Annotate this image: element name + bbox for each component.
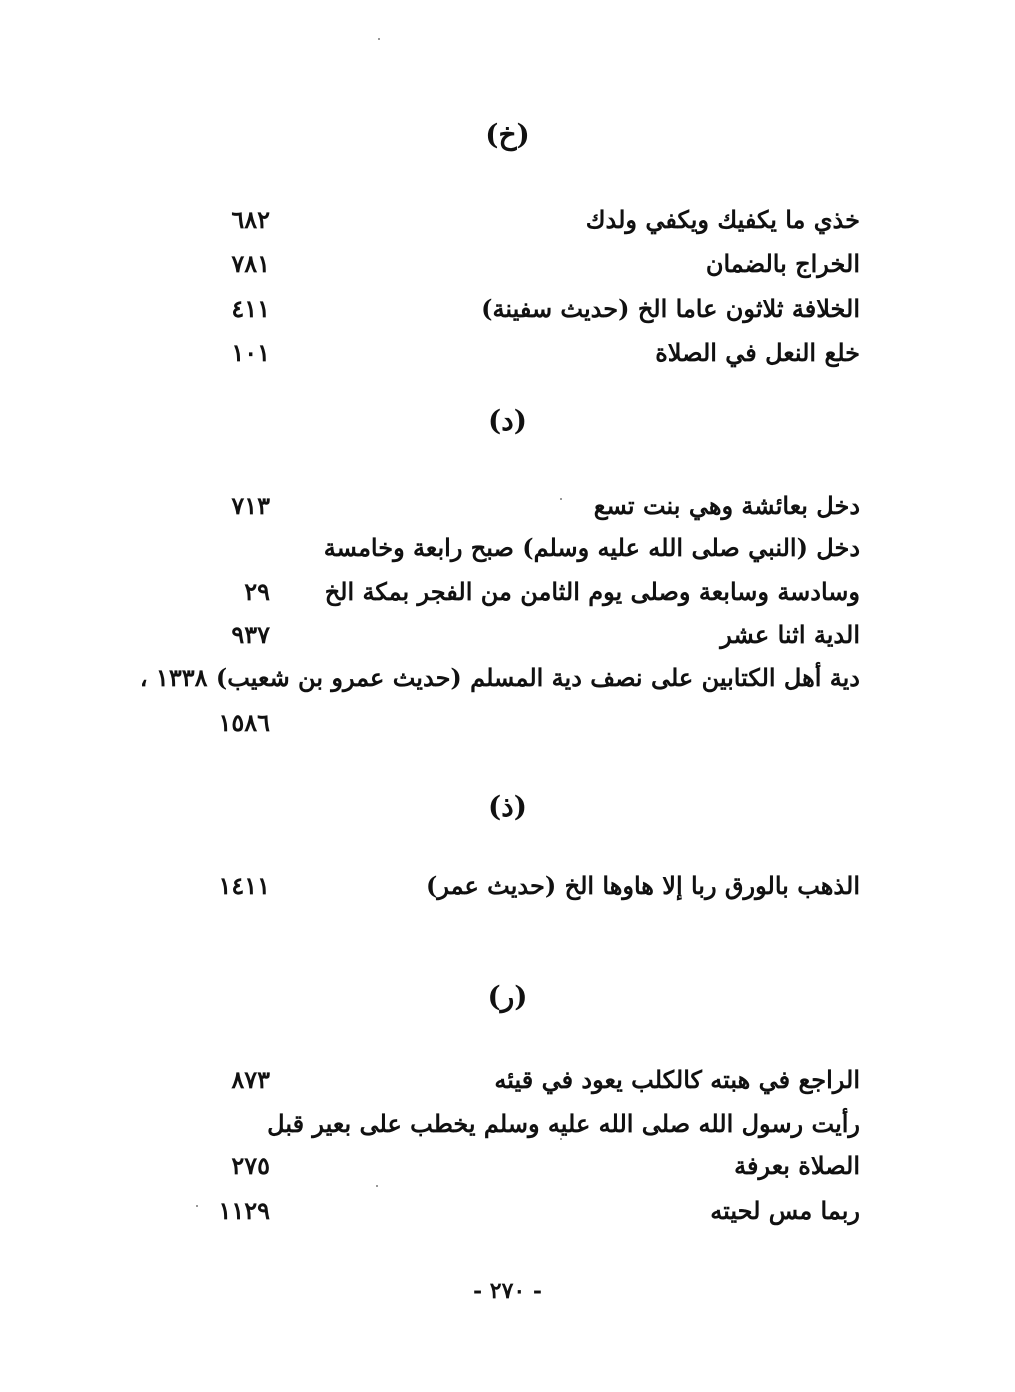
entry-text: خذي ما يكفيك ويكفي ولدك bbox=[585, 205, 860, 234]
entry-page-number: ٤١١ bbox=[231, 294, 270, 323]
section-heading-dal: (د) bbox=[488, 404, 527, 437]
entry-text: الذهب بالورق ربا إلا هاوها الخ (حديث عمر) bbox=[426, 871, 860, 900]
entry-text: دخل بعائشة وهي بنت تسع bbox=[593, 491, 860, 520]
entry-text: ربما مس لحيته bbox=[710, 1196, 860, 1225]
entry-text: دخل (النبي صلى الله عليه وسلم) صبح رابعة وخامسة bbox=[323, 533, 860, 562]
entry-page-number: ١١٢٩ bbox=[218, 1196, 270, 1225]
entry-page-number: ٦٨٢ bbox=[231, 205, 270, 234]
entry-text: الخراج بالضمان bbox=[705, 249, 860, 278]
page-number: - ٢٧٠ - bbox=[472, 1278, 543, 1304]
scan-speck bbox=[196, 1205, 198, 1207]
entry-text: رأيت رسول الله صلى الله عليه وسلم يخطب على بعير قبل bbox=[267, 1109, 860, 1138]
list-item bbox=[190, 335, 860, 371]
entry-text: الدية اثنا عشر bbox=[720, 620, 860, 649]
list-item bbox=[190, 1106, 860, 1142]
section-heading-ra: (ر) bbox=[487, 980, 528, 1013]
section-heading-kha: (خ) bbox=[485, 118, 530, 151]
list-item bbox=[190, 202, 860, 238]
entry-page-number: ٢٩ bbox=[244, 577, 270, 606]
entry-text: الصلاة بعرفة bbox=[734, 1151, 860, 1180]
entry-page-number: ١٥٨٦ bbox=[218, 708, 270, 737]
section-heading-dhal: (ذ) bbox=[488, 790, 527, 823]
list-item bbox=[190, 1062, 860, 1098]
entry-text: الخلافة ثلاثون عاما الخ (حديث سفينة) bbox=[481, 294, 860, 323]
list-item bbox=[190, 246, 860, 282]
scan-speck bbox=[560, 1138, 562, 1140]
entry-page-number: ١٠١ bbox=[231, 338, 270, 367]
entry-text: وسادسة وسابعة وصلى يوم الثامن من الفجر بمكة الخ bbox=[324, 577, 860, 606]
entry-page-number: ٧٨١ bbox=[231, 249, 270, 278]
list-item bbox=[190, 530, 860, 566]
entry-page-number: ٨٧٣ bbox=[231, 1065, 270, 1094]
entry-text: الراجع في هبته كالكلب يعود في قيئه bbox=[494, 1065, 860, 1094]
entry-text: دية أهل الكتابين على نصف دية المسلم (حديث عمرو بن شعيب) ١٣٣٨ ، bbox=[139, 663, 860, 692]
entry-page-number: ٩٣٧ bbox=[231, 620, 270, 649]
list-item bbox=[190, 488, 860, 524]
entry-text: خلع النعل في الصلاة bbox=[655, 338, 860, 367]
entry-page-number: ٢٧٥ bbox=[231, 1151, 270, 1180]
scan-speck bbox=[376, 1185, 378, 1187]
list-item bbox=[190, 1193, 860, 1229]
list-item bbox=[139, 660, 860, 696]
list-item bbox=[190, 705, 860, 741]
entry-page-number: ٧١٣ bbox=[231, 491, 270, 520]
scan-speck bbox=[560, 498, 562, 500]
list-item bbox=[190, 868, 860, 904]
list-item bbox=[190, 291, 860, 327]
list-item bbox=[190, 1148, 860, 1184]
list-item bbox=[190, 574, 860, 610]
list-item bbox=[190, 617, 860, 653]
entry-page-number: ١٤١١ bbox=[218, 871, 270, 900]
scan-speck bbox=[378, 38, 380, 40]
